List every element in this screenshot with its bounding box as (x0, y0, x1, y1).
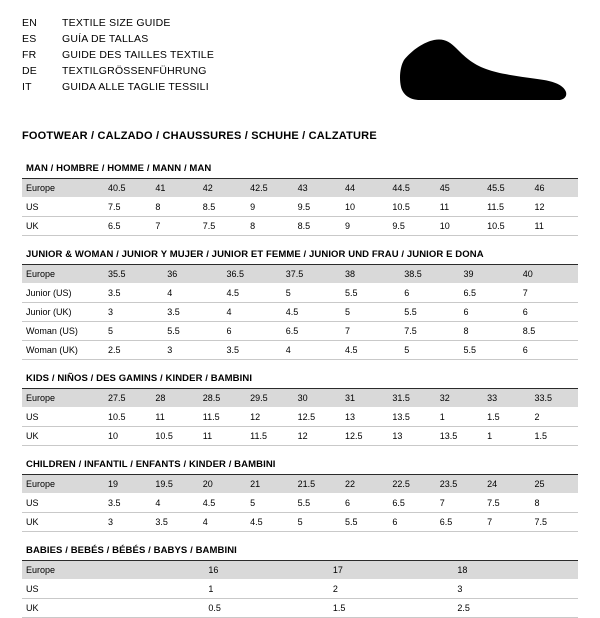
table-cell: 28.5 (199, 389, 246, 408)
language-code: EN (22, 17, 37, 29)
size-table-babies (22, 542, 578, 618)
table-cell: 2.5 (104, 341, 163, 360)
table-cell: 33.5 (531, 389, 578, 408)
table-cell: 5 (341, 303, 400, 322)
table-cell: 7 (341, 322, 400, 341)
table-cell: 12.5 (294, 408, 341, 427)
table-cell: 4 (223, 303, 282, 322)
language-row (22, 32, 214, 47)
language-row (22, 80, 214, 95)
table-cell: 22 (341, 475, 388, 494)
row-label: Junior (US) (22, 284, 104, 303)
table-cell: 1 (483, 427, 530, 446)
table-cell: 6 (341, 494, 388, 513)
row-label: UK (22, 427, 104, 446)
table-cell: 31 (341, 389, 388, 408)
size-table-man (22, 160, 578, 236)
table-cell: 1 (436, 408, 483, 427)
table-cell: 21 (246, 475, 293, 494)
table-cell: 19 (104, 475, 151, 494)
table-cell: 3.5 (104, 494, 151, 513)
row-label: US (22, 198, 104, 217)
table-cell: 8 (246, 217, 293, 236)
table-cell: 1.5 (329, 599, 454, 618)
table-cell: 2.5 (453, 599, 578, 618)
table-cell: 8.5 (294, 217, 341, 236)
table-cell: 36 (163, 265, 222, 284)
table-cell: 11 (531, 217, 578, 236)
table-title: JUNIOR & WOMAN / JUNIOR Y MUJER / JUNIOR ET FEMME / JUNIOR UND FRAU / JUNIOR E DONA (22, 246, 578, 265)
table-row (22, 561, 578, 580)
row-label: Woman (US) (22, 322, 104, 341)
table-row (22, 408, 578, 427)
table-cell: 11.5 (483, 198, 530, 217)
table-cell: 36.5 (223, 265, 282, 284)
table-cell: 7.5 (199, 217, 246, 236)
table-cell: 12 (531, 198, 578, 217)
table-row (22, 475, 578, 494)
table-row (22, 179, 578, 198)
table-cell: 10.5 (104, 408, 151, 427)
language-row (22, 16, 214, 31)
table-cell: 46 (531, 179, 578, 198)
language-code: IT (22, 81, 32, 93)
table-cell: 28 (151, 389, 198, 408)
table-cell: 12 (294, 427, 341, 446)
table-title: BABIES / BEBÉS / BÉBÉS / BABYS / BAMBINI (22, 542, 578, 561)
table-cell: 1.5 (483, 408, 530, 427)
table-row (22, 284, 578, 303)
table-cell: 7 (519, 284, 578, 303)
table-cell: 11.5 (199, 408, 246, 427)
table-cell: 7 (151, 217, 198, 236)
table-cell: 6 (519, 341, 578, 360)
table-cell: 1 (204, 580, 329, 599)
table-cell: 4.5 (199, 494, 246, 513)
table-cell: 32 (436, 389, 483, 408)
table-cell: 7.5 (531, 513, 578, 532)
table-cell: 5.5 (341, 513, 388, 532)
table-cell: 5.5 (294, 494, 341, 513)
table-cell: 8 (151, 198, 198, 217)
table-row (22, 580, 578, 599)
table-cell: 42.5 (246, 179, 293, 198)
table-row (22, 513, 578, 532)
table-cell: 11 (199, 427, 246, 446)
table-row (22, 494, 578, 513)
page-header (22, 16, 578, 114)
table-cell: 11.5 (246, 427, 293, 446)
table-cell: 35.5 (104, 265, 163, 284)
table-cell: 4 (199, 513, 246, 532)
table-cell: 7.5 (400, 322, 459, 341)
row-label: Europe (22, 561, 204, 580)
table-cell: 4 (151, 494, 198, 513)
table-cell: 6.5 (104, 217, 151, 236)
row-label: Europe (22, 265, 104, 284)
table-cell: 3 (163, 341, 222, 360)
table-cell: 3 (104, 303, 163, 322)
language-list (22, 16, 214, 95)
table-cell: 3.5 (163, 303, 222, 322)
table-row (22, 198, 578, 217)
table-cell: 6.5 (282, 322, 341, 341)
table-cell: 6.5 (436, 513, 483, 532)
table-cell: 9.5 (294, 198, 341, 217)
table-cell: 44 (341, 179, 388, 198)
table-cell: 40.5 (104, 179, 151, 198)
language-row (22, 48, 214, 63)
table-cell: 3.5 (151, 513, 198, 532)
table-cell: 1.5 (531, 427, 578, 446)
language-text: TEXTILE SIZE GUIDE (62, 17, 171, 29)
table-cell: 25 (531, 475, 578, 494)
table-cell: 33 (483, 389, 530, 408)
table-cell: 44.5 (388, 179, 435, 198)
table-cell: 8 (460, 322, 519, 341)
table-cell: 31.5 (388, 389, 435, 408)
table-cell: 2 (531, 408, 578, 427)
table-cell: 7 (483, 513, 530, 532)
table-cell: 9 (246, 198, 293, 217)
table-cell: 5 (282, 284, 341, 303)
row-label: US (22, 494, 104, 513)
table-cell: 6 (400, 284, 459, 303)
table-cell: 20 (199, 475, 246, 494)
table-cell: 10.5 (151, 427, 198, 446)
table-cell: 4.5 (223, 284, 282, 303)
language-code: ES (22, 33, 37, 45)
table-row (22, 341, 578, 360)
table-cell: 13.5 (436, 427, 483, 446)
row-label: Europe (22, 389, 104, 408)
table-cell: 29.5 (246, 389, 293, 408)
table-cell: 42 (199, 179, 246, 198)
table-cell: 38.5 (400, 265, 459, 284)
table-cell: 5.5 (341, 284, 400, 303)
table-cell: 8.5 (519, 322, 578, 341)
table-cell: 30 (294, 389, 341, 408)
table-cell: 3 (453, 580, 578, 599)
row-label: UK (22, 513, 104, 532)
table-title: MAN / HOMBRE / HOMME / MANN / MAN (22, 160, 578, 179)
table-cell: 5 (294, 513, 341, 532)
table-cell: 45 (436, 179, 483, 198)
size-tables (22, 160, 578, 618)
table-cell: 10.5 (483, 217, 530, 236)
table-cell: 10 (104, 427, 151, 446)
table-cell: 6 (460, 303, 519, 322)
table-cell: 6 (388, 513, 435, 532)
table-cell: 9 (341, 217, 388, 236)
language-text: TEXTILGRÖSSENFÜHRUNG (62, 65, 207, 77)
table-cell: 17 (329, 561, 454, 580)
table-cell: 3 (104, 513, 151, 532)
table-cell: 8 (531, 494, 578, 513)
language-text: GUIDE DES TAILLES TEXTILE (62, 49, 215, 61)
table-cell: 3.5 (223, 341, 282, 360)
table-cell: 37.5 (282, 265, 341, 284)
table-cell: 13 (388, 427, 435, 446)
table-row (22, 303, 578, 322)
table-cell: 27.5 (104, 389, 151, 408)
table-row (22, 265, 578, 284)
table-cell: 12.5 (341, 427, 388, 446)
row-label: UK (22, 599, 204, 618)
table-cell: 5 (246, 494, 293, 513)
table-cell: 4 (282, 341, 341, 360)
table-cell: 12 (246, 408, 293, 427)
language-text: GUÍA DE TALLAS (62, 33, 149, 45)
table-cell: 4.5 (282, 303, 341, 322)
table-cell: 24 (483, 475, 530, 494)
table-cell: 38 (341, 265, 400, 284)
table-row (22, 322, 578, 341)
table-cell: 0.5 (204, 599, 329, 618)
table-cell: 4.5 (341, 341, 400, 360)
table-cell: 21.5 (294, 475, 341, 494)
table-title: CHILDREN / INFANTIL / ENFANTS / KINDER / BAMBINI (22, 456, 578, 475)
table-cell: 6 (223, 322, 282, 341)
table-cell: 11 (436, 198, 483, 217)
table-cell: 8.5 (199, 198, 246, 217)
table-cell: 9.5 (388, 217, 435, 236)
table-cell: 5.5 (163, 322, 222, 341)
table-row (22, 427, 578, 446)
row-label: US (22, 580, 204, 599)
table-cell: 41 (151, 179, 198, 198)
table-cell: 10 (341, 198, 388, 217)
table-cell: 22.5 (388, 475, 435, 494)
size-table-junior-woman (22, 246, 578, 360)
dress-shoe-silhouette-icon (398, 30, 568, 114)
table-cell: 6.5 (460, 284, 519, 303)
table-cell: 7.5 (483, 494, 530, 513)
table-cell: 10.5 (388, 198, 435, 217)
table-cell: 18 (453, 561, 578, 580)
table-cell: 4 (163, 284, 222, 303)
table-cell: 2 (329, 580, 454, 599)
size-table-kids (22, 370, 578, 446)
table-cell: 5.5 (400, 303, 459, 322)
row-label: Woman (UK) (22, 341, 104, 360)
table-cell: 4.5 (246, 513, 293, 532)
section-title: FOOTWEAR / CALZADO / CHAUSSURES / SCHUHE / CALZATURE (22, 130, 377, 142)
table-cell: 40 (519, 265, 578, 284)
table-row (22, 599, 578, 618)
table-cell: 19.5 (151, 475, 198, 494)
table-cell: 7 (436, 494, 483, 513)
table-cell: 43 (294, 179, 341, 198)
language-code: FR (22, 49, 37, 61)
table-cell: 3.5 (104, 284, 163, 303)
table-cell: 6 (519, 303, 578, 322)
table-cell: 5 (400, 341, 459, 360)
table-cell: 23.5 (436, 475, 483, 494)
table-cell: 6.5 (388, 494, 435, 513)
table-cell: 13 (341, 408, 388, 427)
table-cell: 10 (436, 217, 483, 236)
row-label: UK (22, 217, 104, 236)
row-label: Europe (22, 179, 104, 198)
language-row (22, 64, 214, 79)
table-cell: 5 (104, 322, 163, 341)
table-cell: 45.5 (483, 179, 530, 198)
row-label: Junior (UK) (22, 303, 104, 322)
language-text: GUIDA ALLE TAGLIE TESSILI (62, 81, 209, 93)
table-row (22, 217, 578, 236)
table-row (22, 389, 578, 408)
row-label: US (22, 408, 104, 427)
table-cell: 16 (204, 561, 329, 580)
row-label: Europe (22, 475, 104, 494)
table-cell: 7.5 (104, 198, 151, 217)
table-cell: 39 (460, 265, 519, 284)
size-table-children (22, 456, 578, 532)
table-cell: 11 (151, 408, 198, 427)
table-title: KIDS / NIÑOS / DES GAMINS / KINDER / BAMBINI (22, 370, 578, 389)
table-cell: 5.5 (460, 341, 519, 360)
language-code: DE (22, 65, 37, 77)
table-cell: 13.5 (388, 408, 435, 427)
